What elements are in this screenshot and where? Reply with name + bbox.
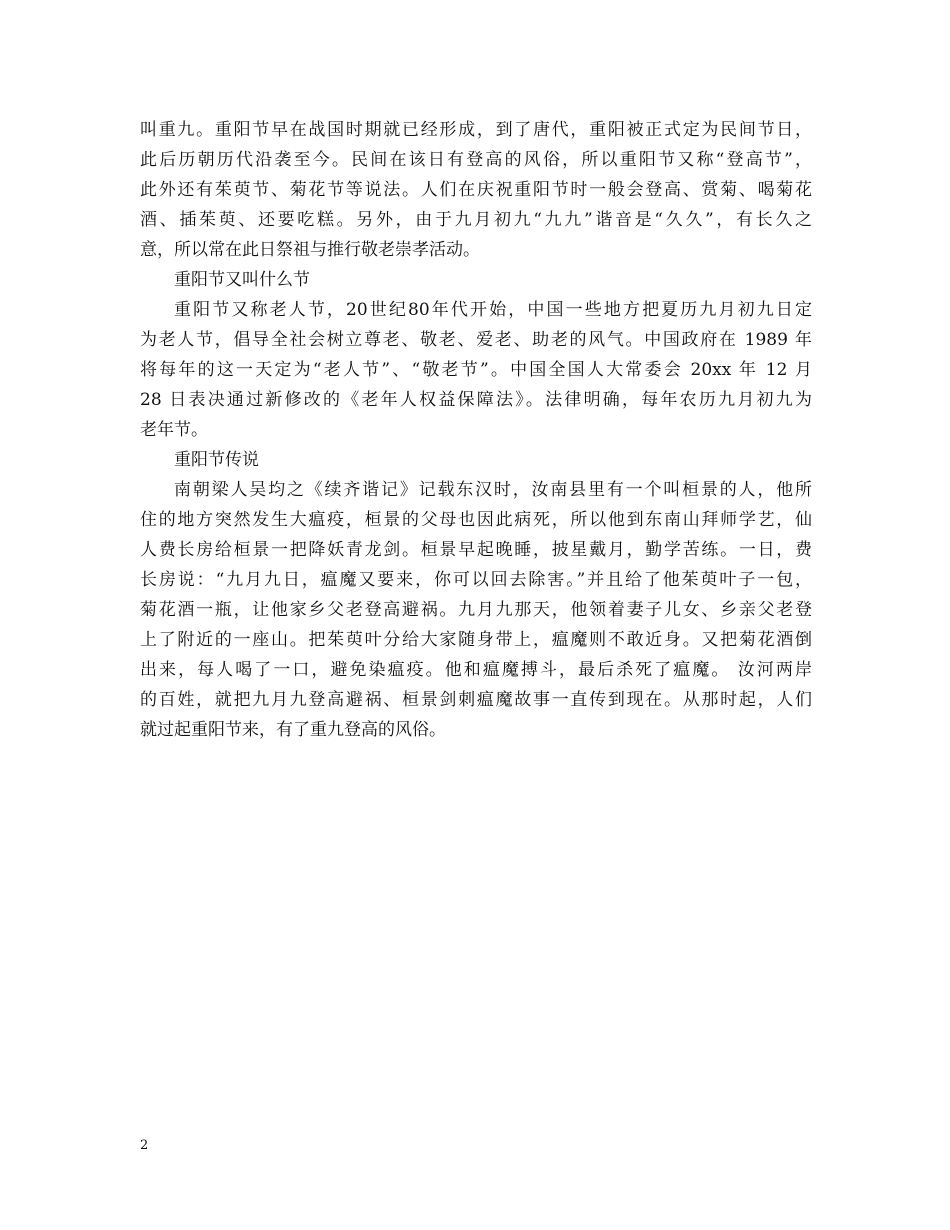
section-heading — [140, 265, 812, 295]
text-line: 重阳节又称老人节，20世纪80年代开始，中国一些地方把夏历九月初九日定 — [174, 300, 812, 320]
text-line: 此后历朝历代沿袭至今。民间在该日有登高的风俗，所以重阳节又称“登高节”， — [140, 150, 812, 170]
text-line: 就过起重阳节来，有了重九登高的风俗。 — [140, 720, 446, 740]
text-line: 南朝梁人吴均之《续齐谐记》记载东汉时，汝南县里有一个叫桓景的人，他所 — [174, 480, 812, 500]
text-line: 长房说：“九月九日，瘟魔又要来，你可以回去除害。”并且给了他茱萸叶子一包， — [140, 570, 812, 590]
paragraph — [140, 295, 812, 445]
heading-text: 重阳节又叫什么节 — [174, 270, 310, 290]
page-number: 2 — [140, 1138, 149, 1153]
text-line: 人费长房给桓景一把降妖青龙剑。桓景早起晚睡，披星戴月，勤学苦练。一日，费 — [140, 540, 812, 560]
heading-text: 重阳节传说 — [174, 450, 259, 470]
text-line: 老年节。 — [140, 420, 208, 440]
text-line: 28 日表决通过新修改的《老年人权益保障法》。法律明确，每年农历九月初九为 — [140, 390, 812, 410]
text-line: 将每年的这一天定为“老人节”、“敬老节”。中国全国人大常委会 20xx 年 12 月 — [140, 360, 812, 380]
document-body — [140, 115, 812, 745]
paragraph — [140, 115, 812, 265]
paragraph — [140, 475, 812, 745]
text-line: 意，所以常在此日祭祖与推行敬老崇孝活动。 — [140, 240, 480, 260]
text-line: 酒、插茱萸、还要吃糕。另外，由于九月初九“九九”谐音是“久久”，有长久之 — [140, 210, 812, 230]
text-line: 住的地方突然发生大瘟疫，桓景的父母也因此病死，所以他到东南山拜师学艺，仙 — [140, 510, 812, 530]
text-line: 上了附近的一座山。把茱萸叶分给大家随身带上，瘟魔则不敢近身。又把菊花酒倒 — [140, 630, 812, 650]
text-line: 叫重九。重阳节早在战国时期就已经形成，到了唐代，重阳被正式定为民间节日， — [140, 120, 812, 140]
text-line: 的百姓，就把九月九登高避祸、桓景剑刺瘟魔故事一直传到现在。从那时起，人们 — [140, 690, 812, 710]
text-line: 为老人节，倡导全社会树立尊老、敬老、爱老、助老的风气。中国政府在 1989 年 — [140, 330, 812, 350]
text-line: 此外还有茱萸节、菊花节等说法。人们在庆祝重阳节时一般会登高、赏菊、喝菊花 — [140, 180, 812, 200]
text-line: 出来，每人喝了一口，避免染瘟疫。他和瘟魔搏斗，最后杀死了瘟魔。 汝河两岸 — [140, 660, 812, 680]
section-heading — [140, 445, 812, 475]
text-line: 菊花酒一瓶，让他家乡父老登高避祸。九月九那天，他领着妻子儿女、乡亲父老登 — [140, 600, 812, 620]
